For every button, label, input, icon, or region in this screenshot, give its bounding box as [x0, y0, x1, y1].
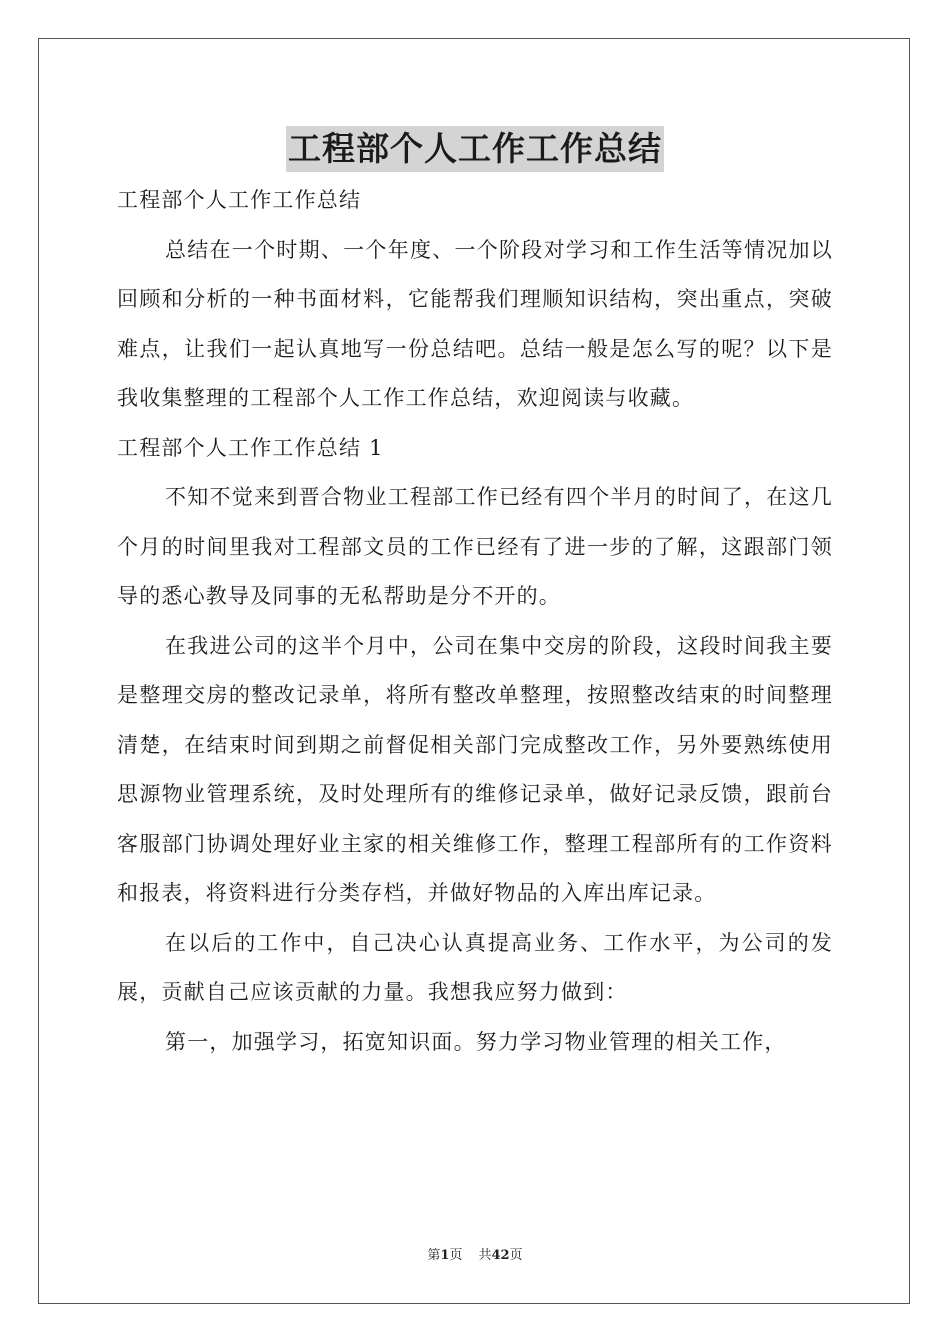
page-number: 1	[440, 1248, 450, 1263]
body-paragraph: 工程部个人工作工作总结 1	[117, 435, 384, 460]
body-paragraph: 不知不觉来到晋合物业工程部工作已经有四个半月的时间了，在这几个月的时间里我对工程部文员的工作已经有了进一步的了解，这跟部门领导的悉心教导及同事的无私帮助是分不开的。	[117, 485, 833, 608]
page-footer	[0, 1244, 950, 1263]
page-prefix: 第	[427, 1248, 441, 1263]
body-paragraph: 总结在一个时期、一个年度、一个阶段对学习和工作生活等情况加以回顾和分析的一种书面材料，它能帮我们理顺知识结构，突出重点，突破难点，让我们一起认真地写一份总结吧。总结一般是怎么写的呢？以下是我收集整理的工程部个人工作工作总结，欢迎阅读与收藏。	[117, 237, 833, 410]
page-suffix: 页	[449, 1248, 463, 1263]
body-paragraph: 在以后的工作中，自己决心认真提高业务、工作水平，为公司的发展，贡献自己应该贡献的力量。我想我应努力做到：	[117, 930, 833, 1004]
document-body	[117, 176, 833, 1067]
total-suffix: 页	[509, 1248, 523, 1263]
total-pages: 42	[491, 1248, 510, 1263]
document-title: 工程部个人工作工作总结	[286, 126, 664, 172]
body-paragraph: 在我进公司的这半个月中，公司在集中交房的阶段，这段时间我主要是整理交房的整改记录单，将所有整改单整理，按照整改结束的时间整理清楚，在结束时间到期之前督促相关部门完成整改工作，另外要熟练使用思源物业管理系统，及时处理所有的维修记录单，做好记录反馈，跟前台客服部门协调处理好业主家的相关维修工作，整理工程部所有的工作资料和报表，将资料进行分类存档，并做好物品的入库出库记录。	[117, 633, 833, 905]
title-container	[0, 126, 950, 172]
body-paragraph: 第一，加强学习，拓宽知识面。努力学习物业管理的相关工作，	[165, 1029, 787, 1054]
body-paragraph: 工程部个人工作工作总结	[117, 188, 362, 212]
total-prefix: 共	[478, 1248, 492, 1263]
